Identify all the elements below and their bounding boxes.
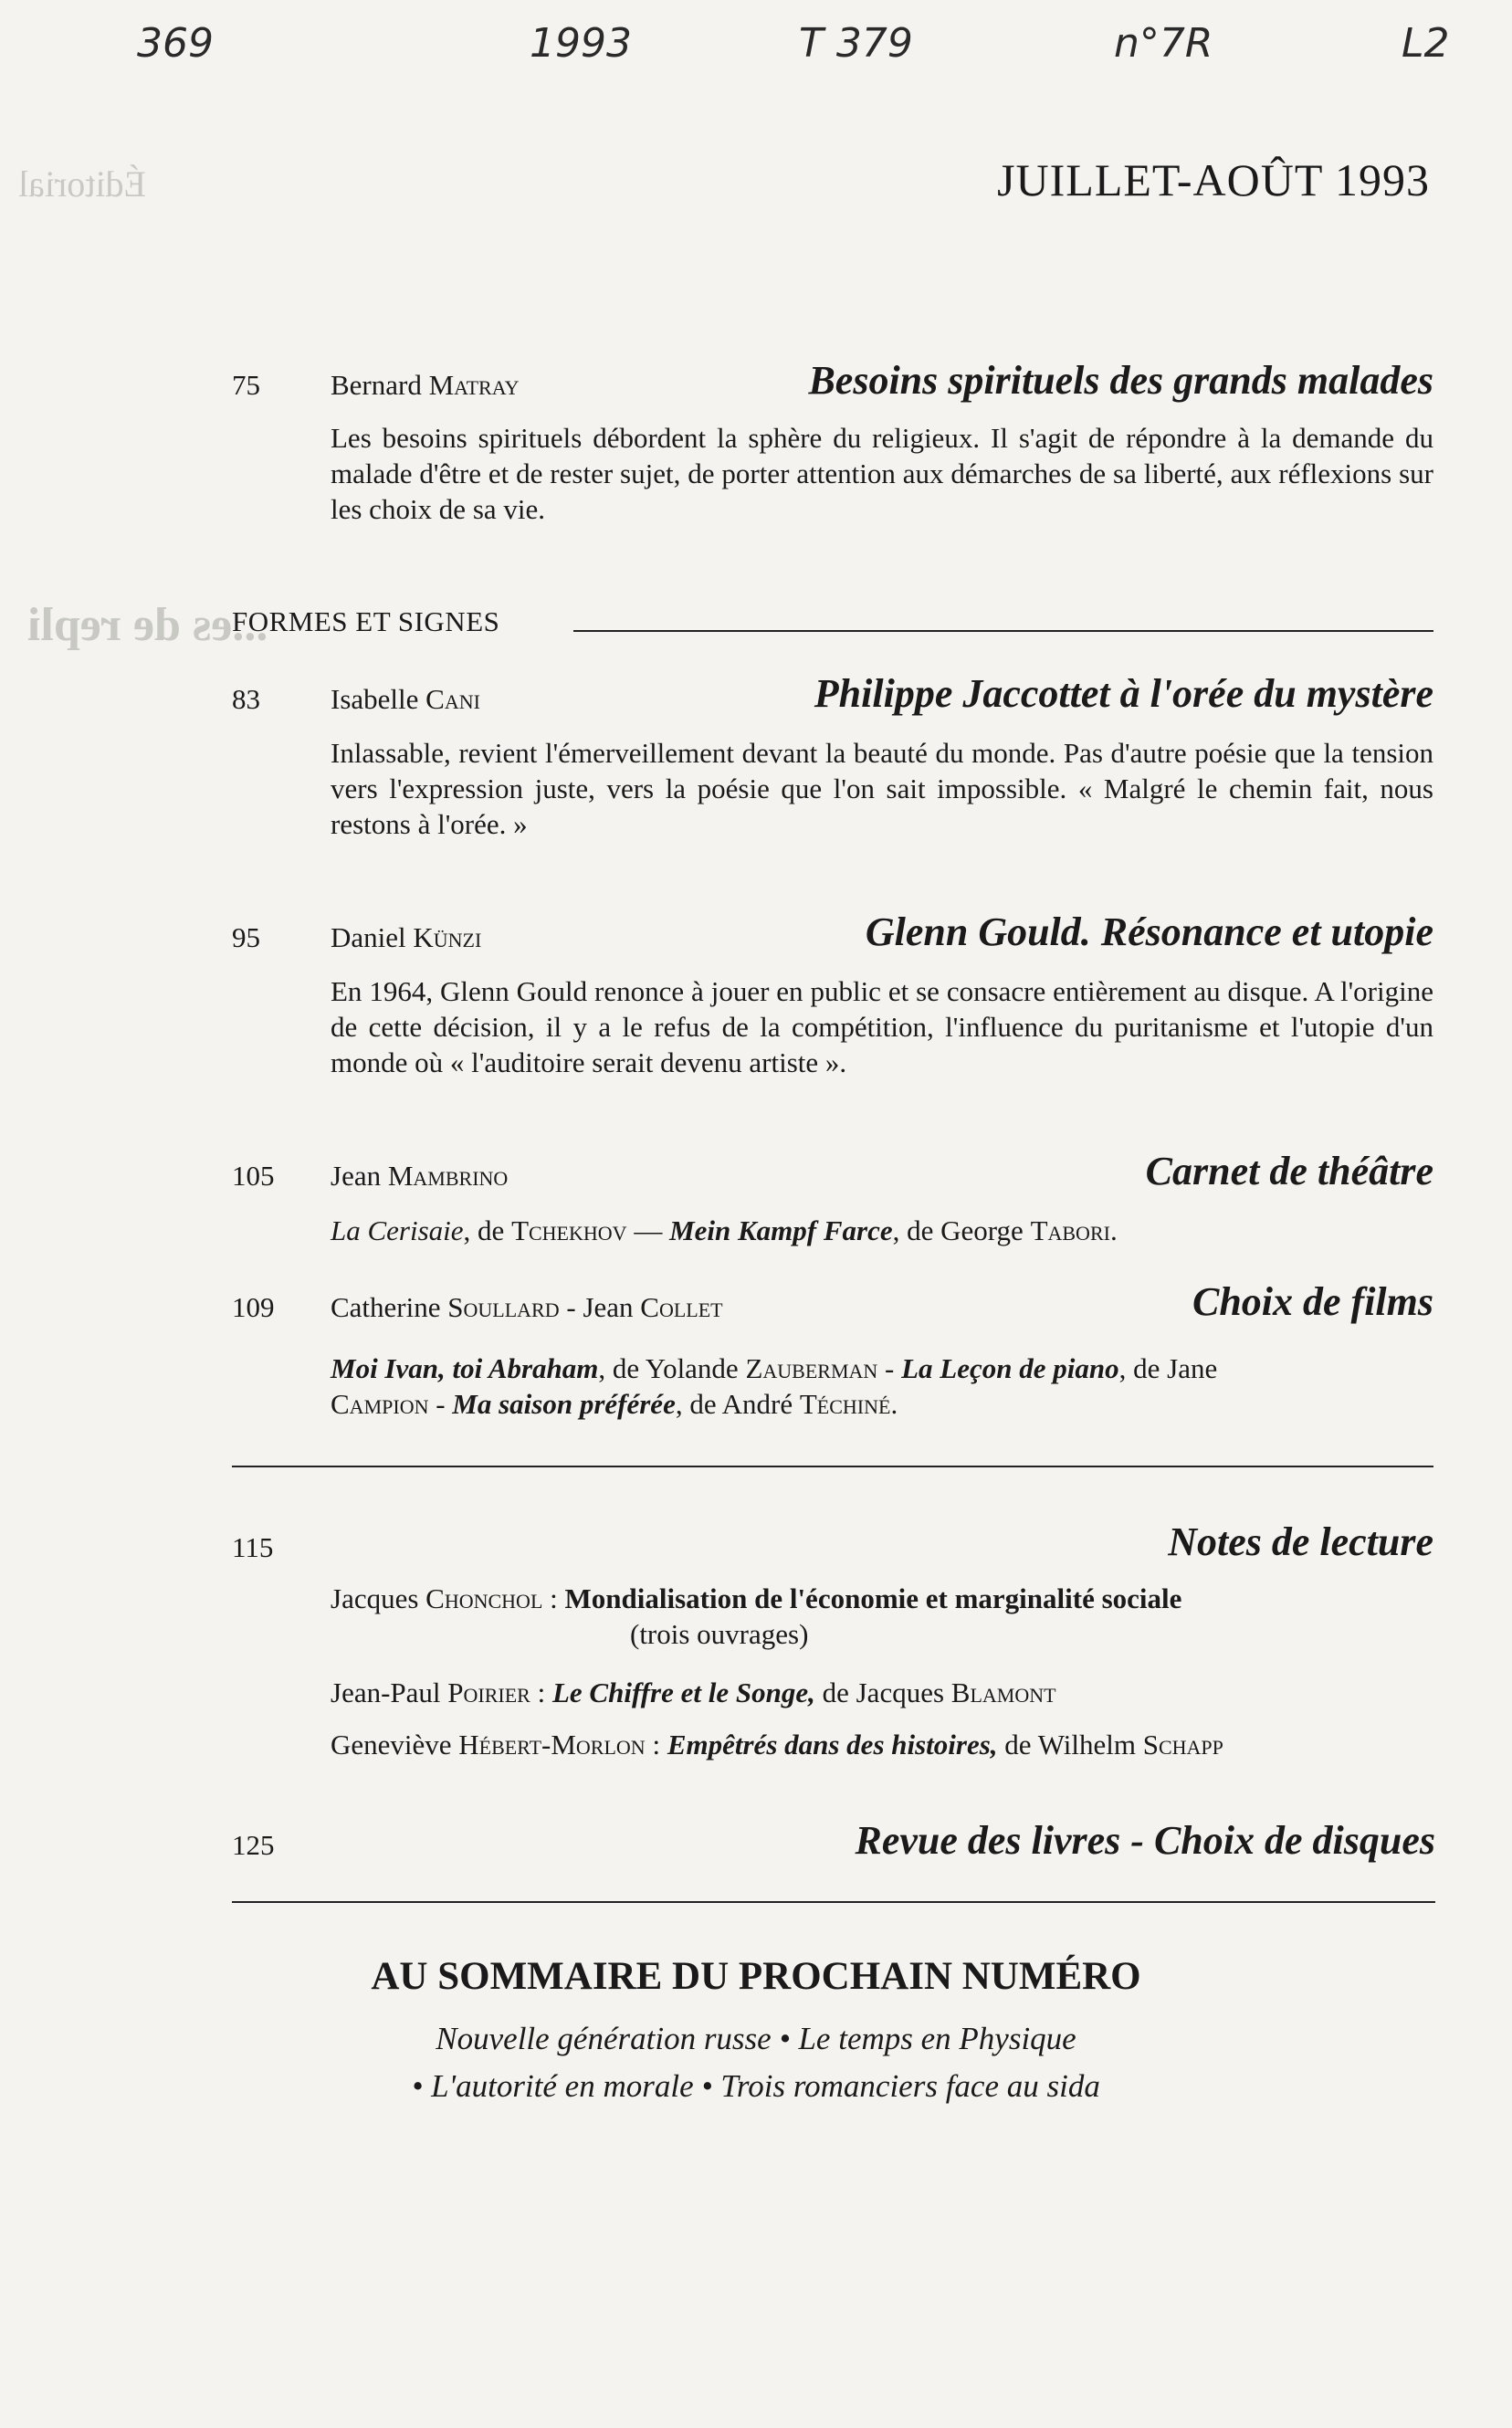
- article-summary: Inlassable, revient l'émerveillement devant la beauté du monde. Pas d'autre poésie que la tension vers l'expression juste, vers la poésie que l'on sait impossible. « Malgré le chemin fait, nous restons à l'orée. »: [331, 737, 1433, 840]
- next-issue-topics: • L'autorité en morale • Trois romanciers face au sida: [412, 2068, 1100, 2104]
- article-title: Besoins spirituels des grands malades: [808, 358, 1433, 403]
- divider: [232, 1466, 1433, 1467]
- review-note: (trois ouvrages): [630, 1618, 809, 1650]
- bleed-through-text: Éditorial: [18, 163, 146, 205]
- article-summary: Les besoins spirituels débordent la sphère du religieux. Il s'agit de répondre à la demande du malade d'être et de rester sujet, de porter attention aux démarches de sa liberté, aux réflexions sur les choix de sa vie.: [331, 422, 1433, 525]
- page-number: 105: [232, 1160, 275, 1192]
- article-summary: Moi Ivan, toi Abraham, de Yolande Zauberman - La Leçon de piano, de Jane: [331, 1352, 1218, 1384]
- review-entry: Jacques Chonchol : Mondialisation de l'économie et marginalité sociale: [331, 1582, 1182, 1614]
- page-number: 125: [232, 1829, 275, 1861]
- page-number: 109: [232, 1291, 275, 1323]
- bleed-through-text: ...es de repli: [27, 599, 268, 651]
- page-number: 75: [232, 369, 260, 401]
- article-title: Carnet de théâtre: [1145, 1149, 1433, 1193]
- article-summary: Campion - Ma saison préférée, de André Téchiné.: [331, 1388, 898, 1420]
- article-author: Bernard Matray: [331, 369, 520, 401]
- article-author: Catherine Soullard - Jean Collet: [331, 1291, 723, 1323]
- next-issue-heading: AU SOMMAIRE DU PROCHAIN NUMÉRO: [371, 1955, 1141, 1998]
- handwritten-note: L2: [1402, 20, 1450, 67]
- handwritten-note: 1993: [530, 20, 632, 67]
- section-heading: FORMES ET SIGNES: [232, 605, 500, 637]
- page-number: 95: [232, 921, 260, 953]
- handwritten-note: n°7R: [1114, 20, 1213, 67]
- issue-date: JUILLET-AOÛT 1993: [997, 154, 1430, 205]
- article-title: Notes de lecture: [1168, 1519, 1433, 1564]
- article-summary: En 1964, Glenn Gould renonce à jouer en public et se consacre entièrement au disque. A l'origine de cette décision, il y a le refus de la compétition, l'influence du puritanisme et l'utopie d'un monde où « l'auditoire serait devenu artiste ».: [331, 975, 1433, 1078]
- article-summary: La Cerisaie, de Tchekhov — Mein Kampf Farce, de George Tabori.: [331, 1214, 1118, 1246]
- article-title: Glenn Gould. Résonance et utopie: [865, 909, 1433, 954]
- handwritten-note: T 379: [799, 20, 913, 67]
- article-author: Jean Mambrino: [331, 1160, 509, 1192]
- section-rule: [573, 630, 1433, 632]
- article-author: Daniel Künzi: [331, 921, 482, 953]
- page-number: 115: [232, 1531, 274, 1563]
- article-title: Revue des livres - Choix de disques: [855, 1818, 1435, 1863]
- article-title: Choix de films: [1192, 1279, 1433, 1324]
- divider: [232, 1901, 1435, 1903]
- review-entry: Geneviève Hébert-Morlon : Empêtrés dans des histoires, de Wilhelm Schapp: [331, 1729, 1223, 1761]
- article-author: Isabelle Cani: [331, 683, 480, 715]
- review-entry: Jean-Paul Poirier : Le Chiffre et le Songe, de Jacques Blamont: [331, 1676, 1056, 1708]
- handwritten-note: 369: [137, 20, 214, 67]
- next-issue-topics: Nouvelle génération russe • Le temps en Physique: [436, 2021, 1076, 2056]
- article-title: Philippe Jaccottet à l'orée du mystère: [814, 671, 1433, 716]
- page-number: 83: [232, 683, 260, 715]
